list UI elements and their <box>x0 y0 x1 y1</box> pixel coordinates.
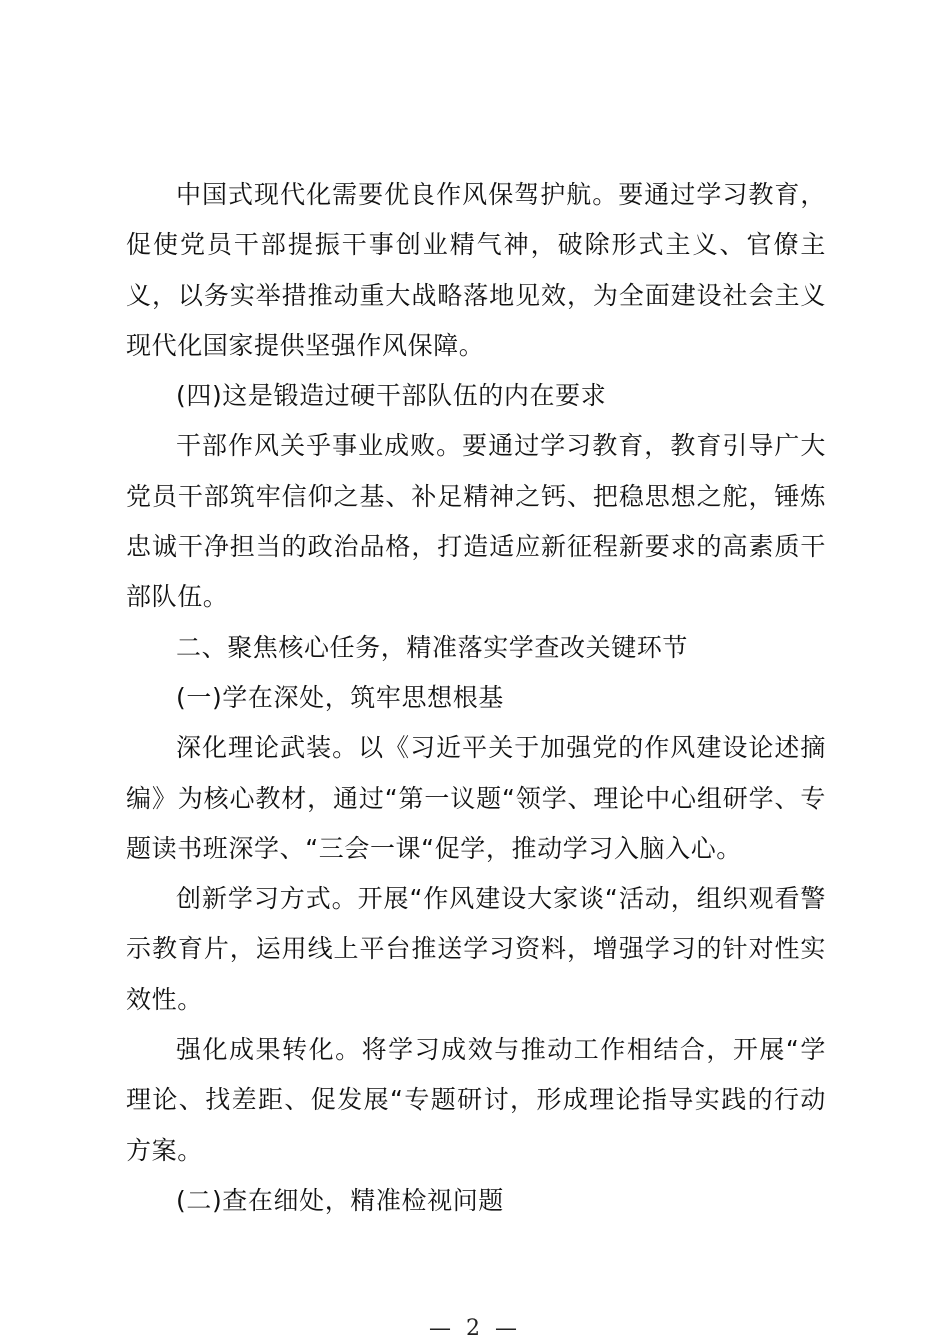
section-heading: (二)查在细处，精准检视问题 <box>176 1185 504 1215</box>
section-heading: (四)这是锻造过硬干部队伍的内在要求 <box>176 381 607 411</box>
page-number: — 2 — <box>429 1316 521 1341</box>
paragraph: 中国式现代化需要优良作风保驾护航。要通过学习教育，促使党员干部提振干事创业精气神，破除形式主义、官僚主义，以务实举措推动重大战略落地见效，为全面建设社会主义现代化国家提供坚强作风保障。 <box>126 180 826 360</box>
document-body <box>126 170 826 1226</box>
section-heading: 二、聚焦核心任务，精准落实学查改关键环节 <box>176 632 689 662</box>
paragraph: 深化理论武装。以《习近平关于加强党的作风建设论述摘编》为核心教材，通过“第一议题“领学、理论中心组研学、专题读书班深学、“三会一课“促学，推动学习入脑入心。 <box>126 733 826 863</box>
section-heading: (一)学在深处，筑牢思想根基 <box>176 682 504 712</box>
paragraph: 干部作风关乎事业成败。要通过学习教育，教育引导广大党员干部筑牢信仰之基、补足精神之钙、把稳思想之舵，锤炼忠诚干净担当的政治品格，打造适应新征程新要求的高素质干部队伍。 <box>126 431 826 612</box>
paragraph: 创新学习方式。开展“作风建设大家谈“活动，组织观看警示教育片，运用线上平台推送学习资料，增强学习的针对性实效性。 <box>126 884 826 1014</box>
paragraph: 强化成果转化。将学习成效与推动工作相结合，开展“学理论、找差距、促发展“专题研讨，形成理论指导实践的行动方案。 <box>126 1035 826 1165</box>
